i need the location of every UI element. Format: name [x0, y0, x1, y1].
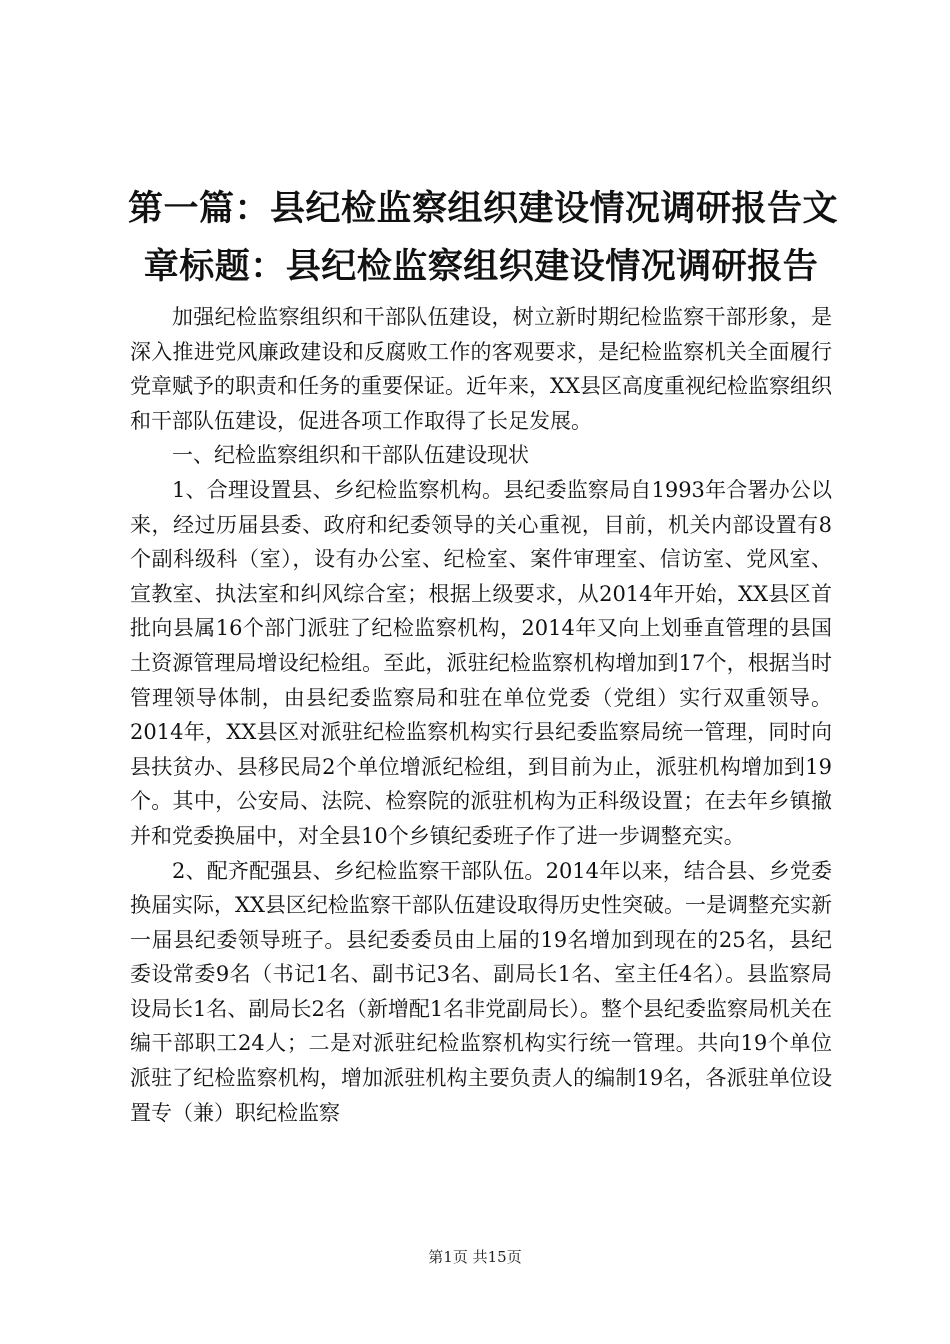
section-heading: 一、纪检监察组织和干部队伍建设现状 — [172, 443, 529, 468]
document-title-line-2: 章标题：县纪检监察组织建设情况调研报告 — [143, 247, 819, 287]
document-body — [130, 300, 832, 1130]
body-paragraph-1: 1、合理设置县、乡纪检监察机构。县纪委监察局自1993年合署办公以来，经过历届县委、政府和纪委领导的关心重视，目前，机关内部设置有8个副科级科（室），设有办公室、纪检室、案件审理室、信访室、党风室、宣教室、执法室和纠风综合室；根据上级要求，从2014年开始，XX县区首批向县属16个部门派驻了纪检监察机构，2014年又向上划垂直管理的县国土资源管理局增设纪检组。至此，派驻纪检监察机构增加到17个，根据当时管理领导体制，由县纪委监察局和驻在单位党委（党组）实行双重领导。2014年，XX县区对派驻纪检监察机构实行县纪委监察局统一管理，同时向县扶贫办、县移民局2个单位增派纪检组，到目前为止，派驻机构增加到19个。其中，公安局、法院、检察院的派驻机构为正科级设置；在去年乡镇撤并和党委换届中，对全县10个乡镇纪委班子作了进一步调整充实。 — [130, 477, 832, 848]
document-title-line-1: 第一篇：县纪检监察组织建设情况调研报告文 — [128, 189, 839, 229]
body-paragraph-intro: 加强纪检监察组织和干部队伍建设，树立新时期纪检监察干部形象，是深入推进党风廉政建设和反腐败工作的客观要求，是纪检监察机关全面履行党章赋予的职责和任务的重要保证。近年来，XX县区高度重视纪检监察组织和干部队伍建设，促进各项工作取得了长足发展。 — [130, 305, 832, 433]
body-paragraph-2: 2、配齐配强县、乡纪检监察干部队伍。2014年以来，结合县、乡党委换届实际，XX县区纪检监察干部队伍建设取得历史性突破。一是调整充实新一届县纪委领导班子。县纪委委员由上届的19名增加到现在的25名，县纪委设常委9名（书记1名、副书记3名、副局长1名、室主任4名）。县监察局设局长1名、副局长2名（新增配1名非党副局长）。整个县纪委监察局机关在编干部职工24人；二是对派驻纪检监察机构实行统一管理。共向19个单位派驻了纪检监察机构，增加派驻机构主要负责人的编制19名，各派驻单位设置专（兼）职纪检监察 — [130, 858, 832, 1125]
page-footer: 第1页 共15页 — [428, 1248, 522, 1266]
